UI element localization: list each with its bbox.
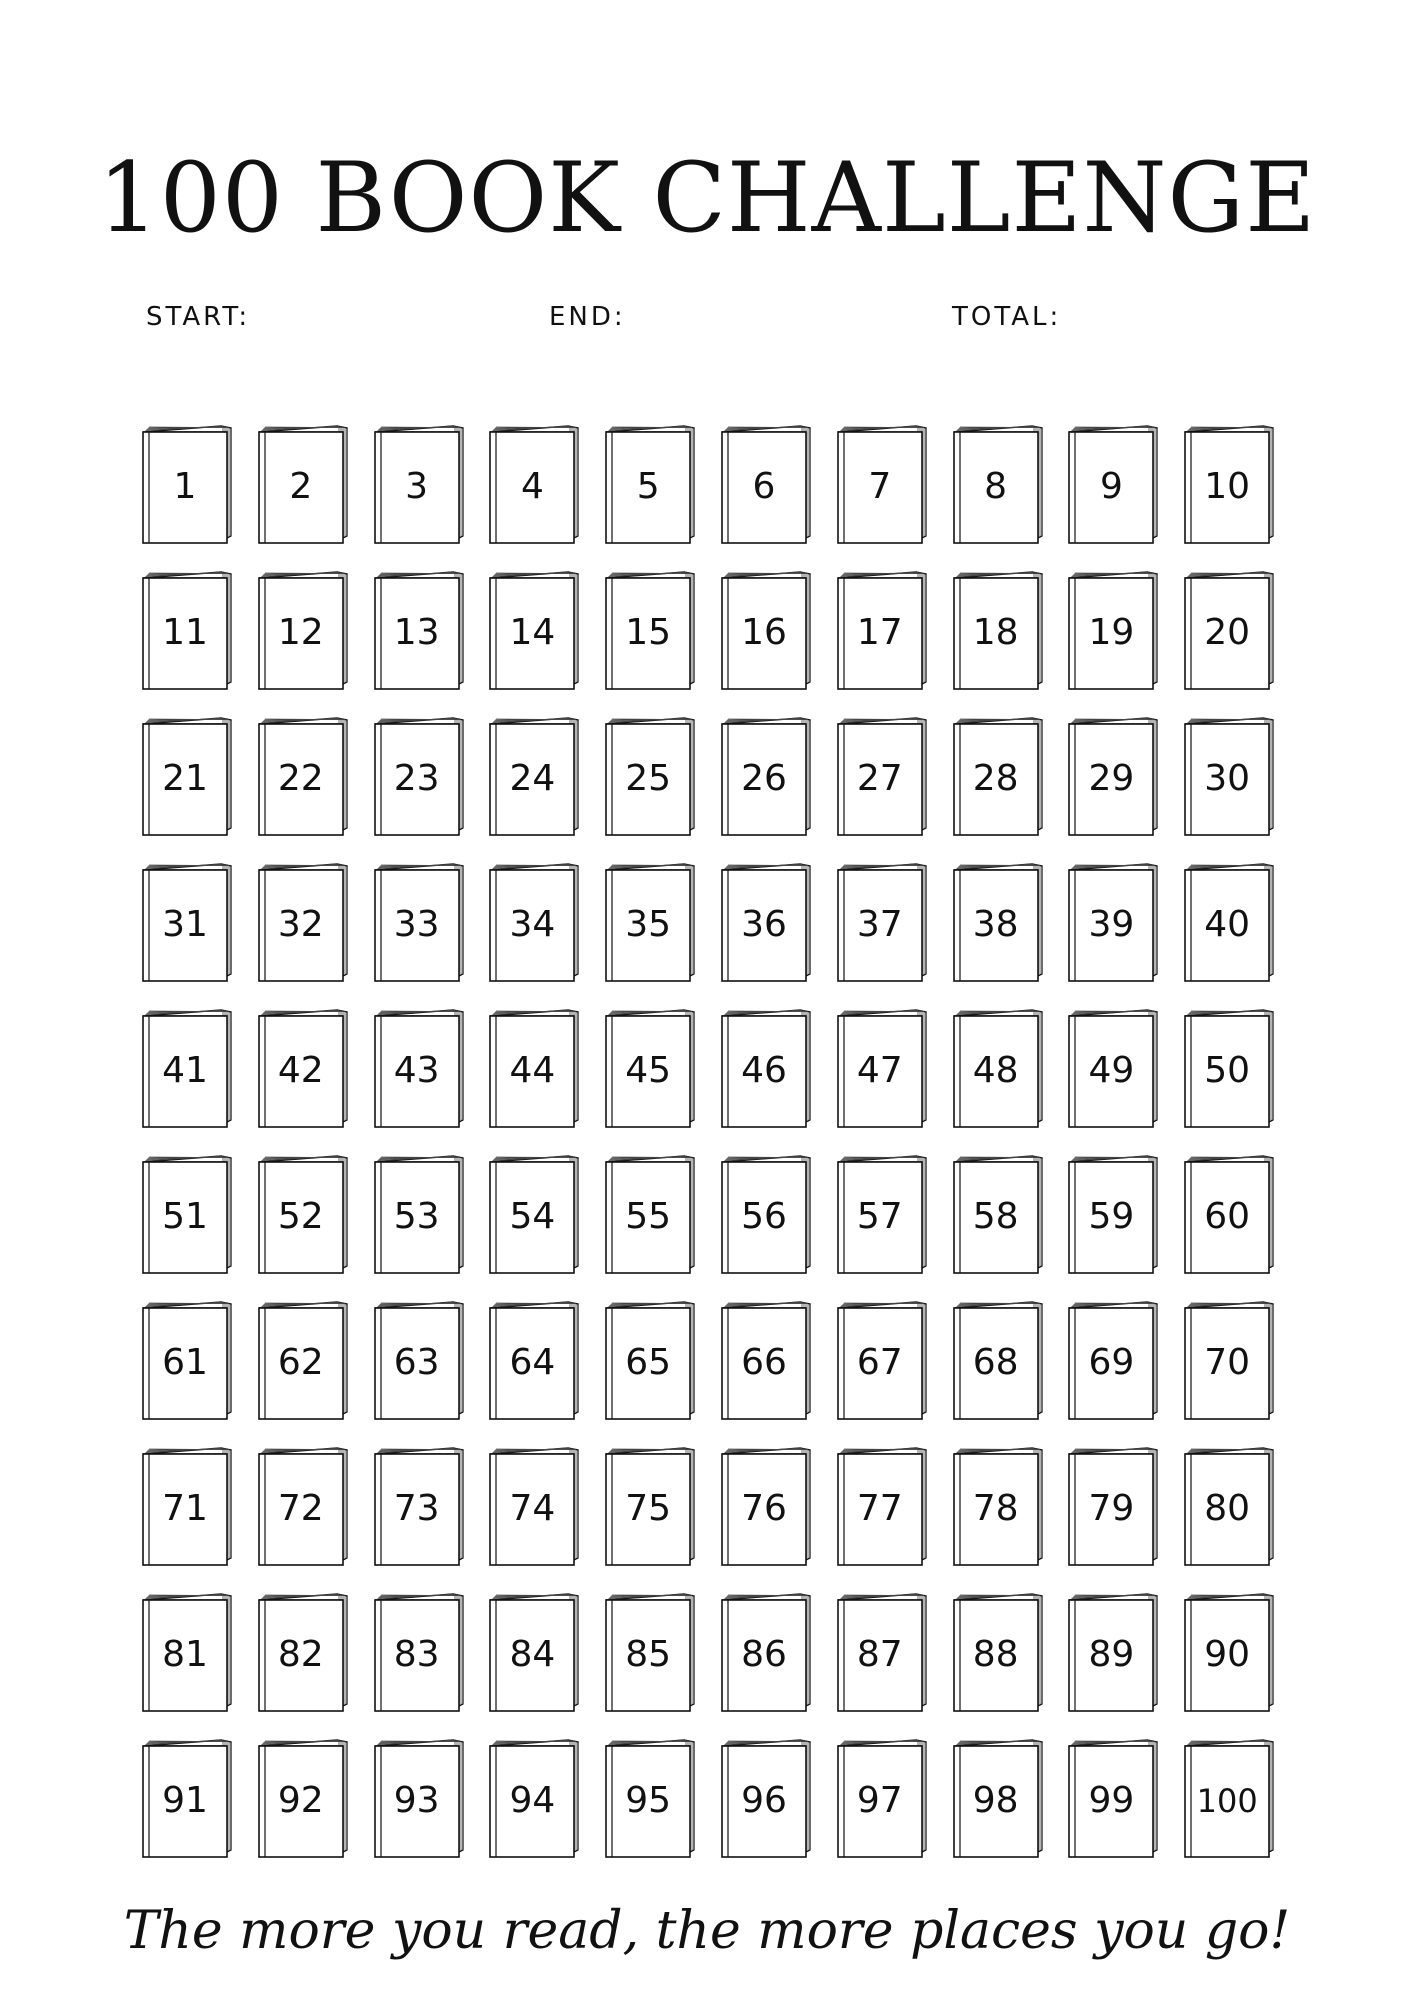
- book-number: 85: [625, 1634, 672, 1675]
- book-number: 37: [856, 904, 903, 945]
- book-cell: [1067, 1738, 1159, 1858]
- book-cell: [604, 570, 696, 690]
- book-cell: [1183, 1154, 1275, 1274]
- book-cell: [720, 424, 812, 544]
- book-cell: [604, 1300, 696, 1420]
- book-cell: [257, 424, 349, 544]
- book-number: 24: [509, 758, 556, 799]
- book-cell: [141, 1300, 233, 1420]
- book-number: 48: [972, 1050, 1019, 1091]
- book-cell: [720, 1446, 812, 1566]
- book-cell: [1067, 570, 1159, 690]
- book-number: 11: [162, 612, 208, 653]
- book-number: 51: [162, 1196, 208, 1237]
- book-number: 40: [1204, 904, 1251, 945]
- book-cell: [952, 1154, 1044, 1274]
- book-number: 41: [162, 1050, 208, 1091]
- book-number: 35: [625, 904, 672, 945]
- book-number: 53: [393, 1196, 440, 1237]
- book-cell: [1067, 1154, 1159, 1274]
- book-number: 65: [625, 1342, 672, 1383]
- book-cell: [1183, 716, 1275, 836]
- book-number: 6: [752, 466, 776, 507]
- book-cell: [952, 570, 1044, 690]
- book-cell: [1067, 716, 1159, 836]
- book-number: 33: [393, 904, 440, 945]
- book-number: 78: [972, 1488, 1019, 1529]
- book-number: 28: [972, 758, 1019, 799]
- book-number: 22: [277, 758, 324, 799]
- book-cell: [720, 570, 812, 690]
- book-number: 36: [741, 904, 787, 945]
- book-cell: [720, 1008, 812, 1128]
- book-cell: [952, 862, 1044, 982]
- book-cell: [488, 424, 580, 544]
- book-number: 75: [625, 1488, 672, 1529]
- book-cell: [373, 424, 465, 544]
- book-cell: [488, 862, 580, 982]
- book-cell: [952, 1300, 1044, 1420]
- book-number: 87: [856, 1634, 903, 1675]
- book-number: 49: [1088, 1050, 1135, 1091]
- book-cell: [1067, 862, 1159, 982]
- book-number: 93: [393, 1780, 440, 1821]
- book-number: 68: [972, 1342, 1019, 1383]
- page-title: 100 BOOK CHALLENGE: [97, 142, 1317, 254]
- book-number: 16: [741, 612, 787, 653]
- book-cell: [141, 1008, 233, 1128]
- book-number: 50: [1204, 1050, 1251, 1091]
- book-number: 100: [1196, 1782, 1258, 1820]
- book-cell: [373, 1446, 465, 1566]
- book-number: 91: [162, 1780, 208, 1821]
- book-number: 54: [509, 1196, 556, 1237]
- book-number: 99: [1088, 1780, 1135, 1821]
- book-number: 90: [1204, 1634, 1251, 1675]
- book-cell: [488, 1592, 580, 1712]
- book-cell: [488, 716, 580, 836]
- book-number: 92: [277, 1780, 324, 1821]
- book-number: 70: [1204, 1342, 1251, 1383]
- book-cell: [836, 1592, 928, 1712]
- book-number: 77: [856, 1488, 903, 1529]
- book-number: 95: [625, 1780, 672, 1821]
- book-number: 3: [405, 466, 429, 507]
- book-number: 8: [984, 466, 1008, 507]
- book-number: 69: [1088, 1342, 1135, 1383]
- book-number: 52: [277, 1196, 324, 1237]
- book-number: 38: [972, 904, 1019, 945]
- book-number: 97: [856, 1780, 903, 1821]
- book-cell: [836, 1300, 928, 1420]
- book-number: 63: [393, 1342, 440, 1383]
- book-cell: [257, 1300, 349, 1420]
- book-cell: [604, 1154, 696, 1274]
- book-cell: [373, 1592, 465, 1712]
- book-number: 74: [509, 1488, 556, 1529]
- start-label: START:: [146, 302, 251, 332]
- book-number: 67: [856, 1342, 903, 1383]
- book-number: 4: [520, 466, 544, 507]
- book-cell: [952, 716, 1044, 836]
- book-cell: [488, 1008, 580, 1128]
- book-cell: [720, 716, 812, 836]
- book-cell: [488, 570, 580, 690]
- book-cell: [141, 1446, 233, 1566]
- book-number: 43: [393, 1050, 440, 1091]
- book-number: 26: [741, 758, 787, 799]
- book-number: 56: [741, 1196, 787, 1237]
- book-number: 80: [1204, 1488, 1251, 1529]
- book-cell: [373, 570, 465, 690]
- book-number: 71: [162, 1488, 208, 1529]
- book-cell: [1183, 424, 1275, 544]
- book-cell: [720, 1738, 812, 1858]
- book-cell: [604, 424, 696, 544]
- book-number: 55: [625, 1196, 672, 1237]
- book-cell: [373, 1154, 465, 1274]
- book-cell: [257, 1446, 349, 1566]
- book-cell: [604, 1592, 696, 1712]
- book-cell: [1183, 1592, 1275, 1712]
- book-cell: [952, 424, 1044, 544]
- book-number: 2: [289, 466, 313, 507]
- book-number: 44: [509, 1050, 556, 1091]
- book-cell: [836, 1446, 928, 1566]
- book-number: 29: [1088, 758, 1135, 799]
- book-cell: [952, 1592, 1044, 1712]
- book-number: 19: [1088, 612, 1135, 653]
- book-number: 61: [162, 1342, 208, 1383]
- book-number: 15: [625, 612, 672, 653]
- book-cell: [257, 1738, 349, 1858]
- book-number: 98: [972, 1780, 1019, 1821]
- book-cell: [952, 1008, 1044, 1128]
- book-number: 30: [1204, 758, 1251, 799]
- book-cell: [720, 1154, 812, 1274]
- book-number: 45: [625, 1050, 672, 1091]
- book-number: 14: [509, 612, 556, 653]
- book-cell: [488, 1154, 580, 1274]
- book-number: 7: [868, 466, 892, 507]
- book-number: 59: [1088, 1196, 1135, 1237]
- book-number: 58: [972, 1196, 1019, 1237]
- book-cell: [836, 862, 928, 982]
- book-cell: [604, 1738, 696, 1858]
- book-cell: [141, 1738, 233, 1858]
- book-cell: [1183, 862, 1275, 982]
- book-cell: [373, 716, 465, 836]
- book-number: 12: [277, 612, 324, 653]
- book-number: 64: [509, 1342, 556, 1383]
- book-number: 47: [856, 1050, 903, 1091]
- book-number: 82: [277, 1634, 324, 1675]
- book-number: 57: [856, 1196, 903, 1237]
- book-cell: [141, 862, 233, 982]
- book-cell: [1183, 1446, 1275, 1566]
- book-cell: [836, 1738, 928, 1858]
- book-cell: [836, 1154, 928, 1274]
- book-cell: [141, 1592, 233, 1712]
- book-number: 1: [173, 466, 197, 507]
- book-number: 96: [741, 1780, 787, 1821]
- book-cell: [720, 862, 812, 982]
- book-number: 76: [741, 1488, 787, 1529]
- book-cell: [952, 1446, 1044, 1566]
- book-number: 66: [741, 1342, 787, 1383]
- book-number: 27: [856, 758, 903, 799]
- book-cell: [257, 1592, 349, 1712]
- book-number: 34: [509, 904, 556, 945]
- book-cell: [836, 1008, 928, 1128]
- book-number: 25: [625, 758, 672, 799]
- book-cell: [952, 1738, 1044, 1858]
- book-cell: [836, 570, 928, 690]
- book-cell: [1067, 1592, 1159, 1712]
- book-number: 89: [1088, 1634, 1135, 1675]
- book-number: 73: [393, 1488, 440, 1529]
- book-number: 42: [277, 1050, 324, 1091]
- book-number: 88: [972, 1634, 1019, 1675]
- book-cell: [604, 1008, 696, 1128]
- book-cell: [141, 570, 233, 690]
- book-cell: [488, 1446, 580, 1566]
- book-number: 79: [1088, 1488, 1135, 1529]
- book-number: 10: [1204, 466, 1251, 507]
- book-cell: [373, 1008, 465, 1128]
- book-cell: [1183, 570, 1275, 690]
- book-cell: [1183, 1300, 1275, 1420]
- book-number: 9: [1099, 466, 1123, 507]
- book-cell: [1067, 1300, 1159, 1420]
- book-cell: [373, 862, 465, 982]
- book-number: 72: [277, 1488, 324, 1529]
- book-number: 94: [509, 1780, 556, 1821]
- book-cell: [488, 1738, 580, 1858]
- book-number: 13: [393, 612, 440, 653]
- book-number: 18: [972, 612, 1019, 653]
- book-number: 39: [1088, 904, 1135, 945]
- book-cell: [141, 1154, 233, 1274]
- book-number: 86: [741, 1634, 787, 1675]
- book-cell: [1183, 1738, 1275, 1858]
- book-number: 32: [277, 904, 324, 945]
- book-cell: [1067, 1008, 1159, 1128]
- book-number: 17: [856, 612, 903, 653]
- book-number: 21: [162, 758, 208, 799]
- book-cell: [257, 862, 349, 982]
- book-cell: [604, 716, 696, 836]
- book-cell: [373, 1300, 465, 1420]
- book-cell: [604, 1446, 696, 1566]
- book-cell: [257, 1154, 349, 1274]
- book-cell: [257, 1008, 349, 1128]
- book-number: 81: [162, 1634, 208, 1675]
- motto-text: The more you read, the more places you go!: [123, 1901, 1291, 1961]
- book-cell: [720, 1592, 812, 1712]
- book-cell: [141, 424, 233, 544]
- book-number: 5: [636, 466, 660, 507]
- end-label: END:: [549, 302, 626, 332]
- book-number: 23: [393, 758, 440, 799]
- book-cell: [1067, 424, 1159, 544]
- total-label: TOTAL:: [952, 302, 1062, 332]
- book-cell: [720, 1300, 812, 1420]
- book-number: 31: [162, 904, 208, 945]
- book-cell: [836, 716, 928, 836]
- book-number: 20: [1204, 612, 1251, 653]
- book-number: 46: [741, 1050, 787, 1091]
- book-cell: [1183, 1008, 1275, 1128]
- book-cell: [141, 716, 233, 836]
- book-cell: [488, 1300, 580, 1420]
- book-cell: [257, 570, 349, 690]
- book-cell: [1067, 1446, 1159, 1566]
- book-cell: [373, 1738, 465, 1858]
- book-number: 84: [509, 1634, 556, 1675]
- book-cell: [257, 716, 349, 836]
- book-cell: [836, 424, 928, 544]
- book-number: 62: [277, 1342, 324, 1383]
- book-cell: [604, 862, 696, 982]
- book-number: 83: [393, 1634, 440, 1675]
- book-number: 60: [1204, 1196, 1251, 1237]
